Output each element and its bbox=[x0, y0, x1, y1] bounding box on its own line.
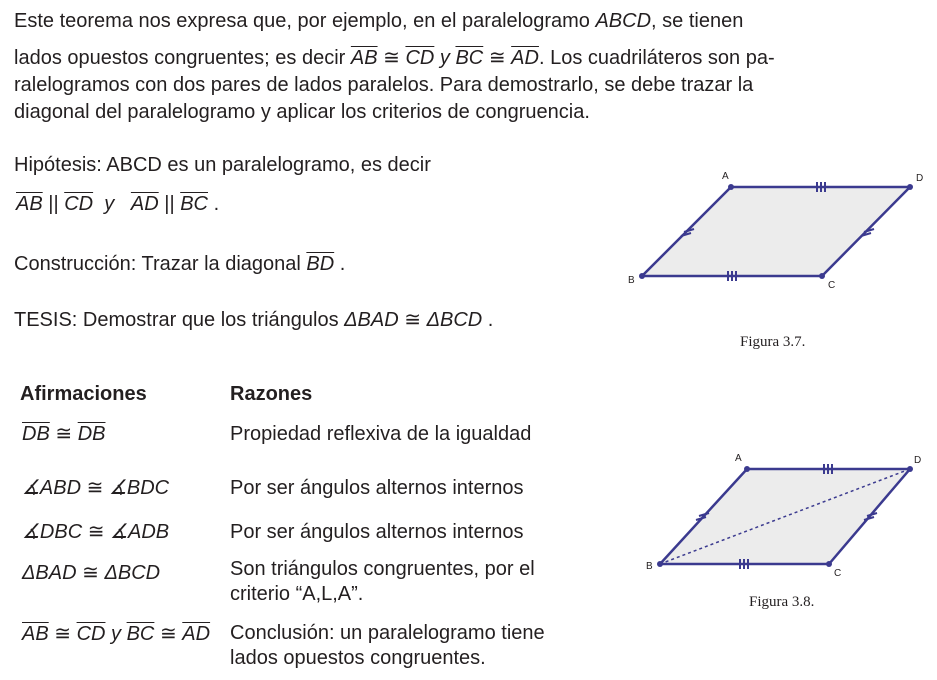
period: . bbox=[213, 193, 220, 215]
segment-ad: $\overline{AD}$ bbox=[182, 623, 211, 645]
triangle-bcd: ΔBCD bbox=[104, 562, 161, 584]
construccion-text: Construcción: Trazar la diagonal bbox=[14, 253, 307, 275]
segment-ab: $\overline{AB}$ bbox=[16, 193, 43, 215]
segment-cd: $\overline{CD}$ bbox=[405, 47, 435, 69]
tesis-text: TESIS: Demostrar que los triángulos bbox=[14, 309, 345, 331]
vertex-label-b: B bbox=[646, 561, 653, 572]
intro-line-2 bbox=[14, 44, 775, 73]
intro-text: , se tienen bbox=[651, 10, 744, 32]
segment-db: $\overline{DB}$ bbox=[22, 423, 50, 445]
vertex-label-c: C bbox=[828, 280, 836, 291]
segment-bd: $\overline{BD}$ bbox=[306, 253, 335, 275]
intro-text: . Los cuadriláteros son pa- bbox=[538, 47, 775, 69]
vertex-label-c: C bbox=[834, 568, 842, 579]
reason-5-line-1: Conclusión: un paralelogramo tiene bbox=[230, 622, 545, 644]
angle-bdc: ∡BDC bbox=[108, 477, 170, 499]
tesis-line bbox=[14, 306, 493, 335]
segment-ab: $\overline{AB}$ bbox=[22, 623, 49, 645]
reason-1: Propiedad reflexiva de la igualdad bbox=[230, 423, 532, 445]
figure-3-7-parallelogram bbox=[620, 165, 930, 295]
intro-text: lados opuestos congruentes; es decir bbox=[14, 47, 351, 69]
triangle-bad: ΔBAD bbox=[22, 562, 77, 584]
angle-dbc: ∡DBC bbox=[22, 521, 83, 543]
hipotesis-math bbox=[16, 190, 219, 219]
vertex-label-a: A bbox=[722, 171, 729, 182]
affirmation-4 bbox=[22, 559, 160, 588]
header-afirmaciones: Afirmaciones bbox=[20, 383, 147, 405]
parallelogram-shape bbox=[642, 187, 910, 276]
reason-5-line-2: lados opuestos congruentes. bbox=[230, 647, 486, 669]
segment-bc: $\overline{BC}$ bbox=[455, 47, 484, 69]
angle-abd: ∡ABD bbox=[22, 477, 82, 499]
triangle-bad: ΔBAD bbox=[344, 309, 399, 331]
congruent-symbol: ≅ bbox=[54, 623, 72, 645]
reason-2: Por ser ángulos alternos internos bbox=[230, 477, 524, 499]
figure-3-7-caption: Figura 3.7. bbox=[740, 334, 806, 350]
congruent-symbol: ≅ bbox=[404, 309, 422, 331]
congruent-symbol: ≅ bbox=[87, 521, 105, 543]
vertex-label-b: B bbox=[628, 275, 635, 286]
parallel-symbol: || bbox=[48, 193, 59, 215]
period: . bbox=[339, 253, 346, 275]
reason-4-line-1: Son triángulos congruentes, por el bbox=[230, 558, 535, 580]
vertex-label-d: D bbox=[914, 455, 922, 466]
congruent-symbol: ≅ bbox=[159, 623, 177, 645]
construccion-line bbox=[14, 250, 345, 279]
parallel-symbol: || bbox=[164, 193, 175, 215]
abcd-label: ABCD bbox=[595, 10, 652, 32]
affirmation-3 bbox=[22, 518, 169, 547]
segment-ab: $\overline{AB}$ bbox=[350, 47, 378, 69]
conjunction: y bbox=[104, 193, 115, 215]
segment-cd: $\overline{CD}$ bbox=[76, 623, 106, 645]
intro-line-3: ralelogramos con dos pares de lados paralelos. Para demostrarlo, se debe trazar la bbox=[14, 74, 754, 96]
header-razones: Razones bbox=[230, 383, 313, 405]
angle-adb: ∡ADB bbox=[110, 521, 170, 543]
vertex-label-d: D bbox=[916, 173, 924, 184]
congruent-symbol: ≅ bbox=[82, 562, 99, 584]
segment-bc: $\overline{BC}$ bbox=[180, 193, 208, 215]
affirmation-1 bbox=[22, 420, 105, 449]
intro-line-1 bbox=[14, 7, 743, 36]
intro-line-4: diagonal del paralelogramo y aplicar los criterios de congruencia. bbox=[14, 101, 590, 123]
segment-db: $\overline{DB}$ bbox=[77, 423, 106, 445]
segment-ad: $\overline{AD}$ bbox=[130, 193, 159, 215]
hipotesis-line: Hipótesis: ABCD es un paralelogramo, es decir bbox=[14, 154, 431, 176]
conjunction: y bbox=[111, 623, 122, 645]
congruent-symbol: ≅ bbox=[383, 47, 400, 69]
triangle-bcd: ΔBCD bbox=[426, 309, 483, 331]
figure-3-8-parallelogram bbox=[640, 448, 930, 578]
affirmation-5 bbox=[22, 620, 210, 649]
vertex-label-a: A bbox=[735, 453, 742, 464]
congruent-symbol: ≅ bbox=[488, 47, 506, 69]
segment-bc: $\overline{BC}$ bbox=[126, 623, 155, 645]
segment-cd: $\overline{CD}$ bbox=[64, 193, 94, 215]
segment-ad: $\overline{AD}$ bbox=[511, 47, 539, 69]
reason-4-line-2: criterio “A,L,A”. bbox=[230, 583, 364, 605]
intro-text: Este teorema nos expresa que, por ejemplo, en el paralelogramo bbox=[14, 10, 596, 32]
congruent-symbol: ≅ bbox=[55, 423, 73, 445]
reason-3: Por ser ángulos alternos internos bbox=[230, 521, 524, 543]
conjunction: y bbox=[439, 47, 450, 69]
affirmation-2 bbox=[22, 474, 169, 503]
period: . bbox=[487, 309, 494, 331]
congruent-symbol: ≅ bbox=[86, 477, 104, 499]
figure-3-8-caption: Figura 3.8. bbox=[749, 594, 815, 610]
